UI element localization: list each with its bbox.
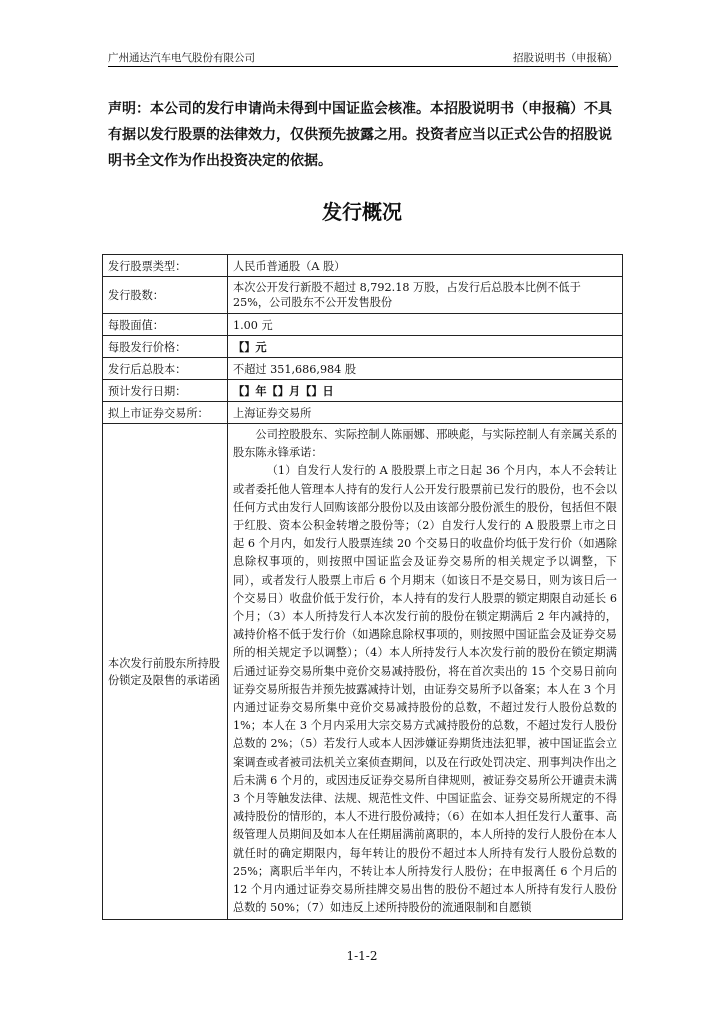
value-total-shares: 不超过 351,686,984 股 [228, 358, 623, 380]
value-stock-type: 人民币普通股（A 股） [228, 255, 623, 277]
label-total-shares: 发行后总股本： [103, 358, 228, 380]
label-par-value: 每股面值： [103, 314, 228, 336]
declaration: 声明：本公司的发行申请尚未得到中国证监会核准。本招股说明书（申报稿）不具有据以发行股票的法律效力，仅供预先披露之用。投资者应当以正式公告的招股说明书全文作为作出投资决定的依据。 [108, 101, 612, 169]
pledge-body: （1）自发行人发行的 A 股股票上市之日起 36 个月内，本人不会转让或者委托他人管理本人持有的发行人公开发行股票前已发行的股份，也不会以任何方式由发行人回购该部分股份以及由该部分股份派生的股份，包括但不限于红股、资本公积金转增之股份等；（2）自发行人发行的 A 股股票上市之日起 6 个月内，如发行人股票连续 20 个交易日的收盘价均低于发行价（如遇除息除权事项的，则按照中国证监会及证券交易所的相关规定予以调整，下同），或者发行人股票上市后 6 个月期末（如该日不是交易日，则为该日后一个交易日）收盘价低于发行价，本人持有的发行人股票的锁定期限自动延长 6 个月；（3）本人所持发行人本次发行前的股份在锁定期满后 2 年内减持的，减持价格不低于发行价（如遇除息除权事项的，则按照中国证监会及证券交易所的相关规定予以调整）；（4）本人所持发行人本次发行前的股份在锁定期满后通过证券交易所集中竞价交易减持股份，将在首次卖出的 15 个交易日前向证券交易所报告并预先披露减持计划，由证券交易所予以备案；本人在 3 个月内通过证券交易所集中竞价交易减持股份的总数，不超过发行人股份总数的 1%；本人在 3 个月内采用大宗交易方式减持股份的总数，不超过发行人股份总数的 2%；（5）若发行人或本人因涉嫌证券期货违法犯罪，被中国证监会立案调查或者被司法机关立案侦查期间，以及在行政处罚决定、刑事判决作出之后未满 6 个月的，或因违反证券交易所自律规则，被证券交易所公开谴责未满 3 个月等触发法律、法规、规范性文件、中国证监会、证券交易所规定的不得减持股份的情形的，本人不进行股份减持；（6）在如本人担任发行人董事、高级管理人员期间及如本人在任期届满前离职的，本人所持的发行人股份在本人就任时的确定期限内，每年转让的股份不超过本人所持有发行人股份总数的 25%；离职后半年内，不转让本人所持发行人股份；在申报离任 6 个月后的 12 个月内通过证券交易所挂牌交易出售的股份不超过本人所持有发行人股份总数的 50%；（7）如违反上述所持股份的流通限制和自愿锁 [233, 464, 617, 915]
table-row [103, 402, 623, 424]
label-issue-price: 每股发行价格： [103, 336, 228, 358]
label-issue-date: 预计发行日期： [103, 380, 228, 402]
page-number: 1-1-2 [346, 949, 378, 963]
label-shares-issued: 发行股数： [103, 277, 228, 314]
page-title: 发行概况 [322, 200, 402, 224]
page-header [108, 48, 618, 67]
header-doc-title: 招股说明书（申报稿） [513, 52, 618, 64]
value-issue-price: 【】元 [228, 336, 623, 358]
table-row [103, 255, 623, 277]
offering-summary-table [102, 254, 623, 920]
value-exchange: 上海证券交易所 [228, 402, 623, 424]
value-par-value: 1.00 元 [228, 314, 623, 336]
label-stock-type: 发行股票类型： [103, 255, 228, 277]
table-row [103, 380, 623, 402]
table-row [103, 358, 623, 380]
value-lockup-pledge [228, 424, 623, 920]
table-row [103, 424, 623, 920]
table-row [103, 277, 623, 314]
label-lockup-pledge: 本次发行前股东所持股份锁定及限售的承诺函 [103, 424, 228, 920]
table-row [103, 336, 623, 358]
pledge-intro: 公司控股股东、实际控制人陈丽娜、邢映彪，与实际控制人有亲属关系的股东陈永锋承诺： [233, 428, 617, 460]
table-row [103, 314, 623, 336]
label-exchange: 拟上市证券交易所： [103, 402, 228, 424]
value-issue-date: 【】年【】月【】日 [228, 380, 623, 402]
header-company: 广州通达汽车电气股份有限公司 [108, 52, 255, 64]
value-shares-issued: 本次公开发行新股不超过 8,792.18 万股，占发行后总股本比例不低于 25%，公司股东不公开发售股份 [228, 277, 623, 314]
